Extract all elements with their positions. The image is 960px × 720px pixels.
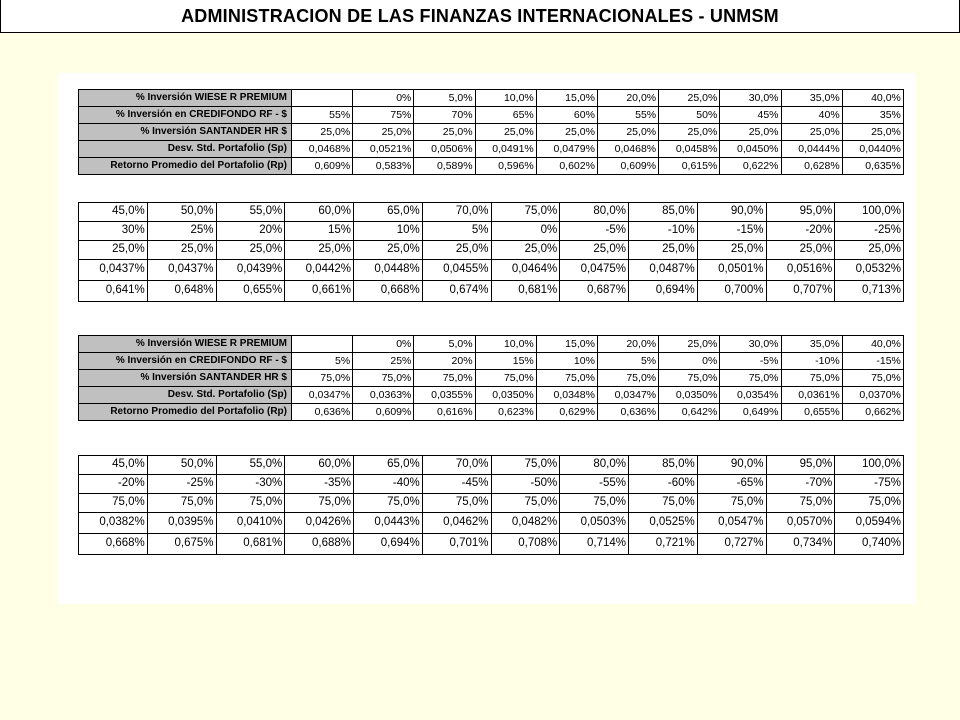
table-row xyxy=(79,222,904,241)
table-cell: 80,0% xyxy=(560,456,629,475)
table-cell: -5% xyxy=(720,353,781,370)
table-cell: 75,0% xyxy=(659,370,720,387)
table-cell: 25,0% xyxy=(597,124,658,141)
table-cell: 30,0% xyxy=(720,336,781,353)
row-label: % Inversión SANTANDER HR $ xyxy=(79,370,292,387)
table-cell: 75,0% xyxy=(292,370,353,387)
table-cell: 0,641% xyxy=(79,281,148,302)
table-cell: 0,596% xyxy=(475,158,536,175)
table-cell: 0,629% xyxy=(536,404,597,421)
row-label: Desv. Std. Portafolio (Sp) xyxy=(79,387,292,404)
table-cell: -30% xyxy=(216,475,285,494)
table-cell: 0,0468% xyxy=(292,141,353,158)
table-cell: 25,0% xyxy=(354,241,423,260)
table-cell: 0,0382% xyxy=(79,513,148,534)
table-cell: 0,0462% xyxy=(422,513,491,534)
table-cell: 0,0468% xyxy=(597,141,658,158)
table-row xyxy=(79,203,904,222)
table-cell: -10% xyxy=(629,222,698,241)
table-row xyxy=(79,107,904,124)
table-cell: 0,0350% xyxy=(659,387,720,404)
table-cell: -25% xyxy=(835,222,904,241)
table-cell: 10,0% xyxy=(475,336,536,353)
table-row xyxy=(79,456,904,475)
portfolio-table-1-continued xyxy=(78,202,904,302)
table-cell: 75,0% xyxy=(597,370,658,387)
table-cell: 40,0% xyxy=(842,90,903,107)
table-cell: 25,0% xyxy=(697,241,766,260)
table-cell: 25% xyxy=(353,353,414,370)
table-cell: 90,0% xyxy=(697,203,766,222)
table-cell xyxy=(292,90,353,107)
table-cell: 70,0% xyxy=(422,456,491,475)
table-cell: 0,0348% xyxy=(536,387,597,404)
table-cell: 0,0491% xyxy=(475,141,536,158)
table-cell: 20,0% xyxy=(597,336,658,353)
table-cell: 75,0% xyxy=(629,494,698,513)
table-row xyxy=(79,260,904,281)
portfolio-table-1 xyxy=(78,89,904,175)
table-cell: 75,0% xyxy=(414,370,475,387)
table-cell: 75,0% xyxy=(285,494,354,513)
table-cell: 0,674% xyxy=(422,281,491,302)
table-cell: 25,0% xyxy=(560,241,629,260)
table-cell: 0,734% xyxy=(766,534,835,555)
table-cell: 25,0% xyxy=(353,124,414,141)
table-cell: 0,589% xyxy=(414,158,475,175)
table-cell: -15% xyxy=(842,353,903,370)
table-cell: 25,0% xyxy=(629,241,698,260)
portfolio-table-2 xyxy=(78,335,904,421)
table-cell: 45% xyxy=(720,107,781,124)
table-cell: 55,0% xyxy=(216,456,285,475)
table-row xyxy=(79,158,904,175)
table-cell: 0,0506% xyxy=(414,141,475,158)
table-cell: 60% xyxy=(536,107,597,124)
table-cell: 0,0521% xyxy=(353,141,414,158)
table-cell: 0,694% xyxy=(354,534,423,555)
table-cell: 25,0% xyxy=(475,124,536,141)
table-cell: 0,661% xyxy=(285,281,354,302)
table-cell: 75,0% xyxy=(79,494,148,513)
table-cell: 0,668% xyxy=(79,534,148,555)
table-cell: -10% xyxy=(781,353,842,370)
table-cell: 75,0% xyxy=(216,494,285,513)
table-row xyxy=(79,241,904,260)
table-cell: 0,0350% xyxy=(475,387,536,404)
table-cell: 25,0% xyxy=(79,241,148,260)
table-cell: 0,0547% xyxy=(697,513,766,534)
portfolio-table-2-continued xyxy=(78,455,904,555)
table-cell: 0,0570% xyxy=(766,513,835,534)
table-cell: 0,0347% xyxy=(292,387,353,404)
table-cell: 0,0355% xyxy=(414,387,475,404)
table-cell: 25,0% xyxy=(781,124,842,141)
table-cell: 0,701% xyxy=(422,534,491,555)
table-row xyxy=(79,124,904,141)
table-cell: 0,0354% xyxy=(720,387,781,404)
table-cell: 0,740% xyxy=(835,534,904,555)
table-row xyxy=(79,404,904,421)
table-cell: 0,713% xyxy=(835,281,904,302)
table-cell: 75,0% xyxy=(697,494,766,513)
table-cell: -50% xyxy=(491,475,560,494)
table-cell: 100,0% xyxy=(835,456,904,475)
table-cell: 0,668% xyxy=(354,281,423,302)
table-cell: 5,0% xyxy=(414,90,475,107)
table-cell: 25,0% xyxy=(422,241,491,260)
table-cell: 0,0458% xyxy=(659,141,720,158)
table-cell: 75,0% xyxy=(422,494,491,513)
table-cell: 75,0% xyxy=(475,370,536,387)
table-cell: 0,0443% xyxy=(354,513,423,534)
table-cell: -55% xyxy=(560,475,629,494)
table-cell: 0,0516% xyxy=(766,260,835,281)
table-cell: 50% xyxy=(659,107,720,124)
row-label: % Inversión WIESE R PREMIUM xyxy=(79,336,292,353)
table-cell: 65,0% xyxy=(354,456,423,475)
table-cell: 35,0% xyxy=(781,90,842,107)
table-cell: 75,0% xyxy=(491,203,560,222)
table-cell: 0,0532% xyxy=(835,260,904,281)
row-label: Retorno Promedio del Portafolio (Rp) xyxy=(79,158,292,175)
table-cell: -75% xyxy=(835,475,904,494)
table-cell: 0,0395% xyxy=(147,513,216,534)
table-cell: 90,0% xyxy=(697,456,766,475)
table-cell: 75,0% xyxy=(835,494,904,513)
table-cell: 50,0% xyxy=(147,203,216,222)
table-cell: 0,687% xyxy=(560,281,629,302)
table-cell: 5,0% xyxy=(414,336,475,353)
table-cell: 0,655% xyxy=(216,281,285,302)
table-cell: 25% xyxy=(147,222,216,241)
table-cell: 0,0487% xyxy=(629,260,698,281)
table-cell: 0,609% xyxy=(292,158,353,175)
table-cell: 40,0% xyxy=(842,336,903,353)
table-cell: 35,0% xyxy=(781,336,842,353)
table-cell: 0,708% xyxy=(491,534,560,555)
table-cell: 65,0% xyxy=(354,203,423,222)
table-cell: 75,0% xyxy=(354,494,423,513)
table-cell: 15,0% xyxy=(536,90,597,107)
table-cell: 25,0% xyxy=(835,241,904,260)
table-cell: 45,0% xyxy=(79,456,148,475)
table-cell: 0,0450% xyxy=(720,141,781,158)
table-cell: 0,642% xyxy=(659,404,720,421)
table-row xyxy=(79,494,904,513)
table-cell: 25,0% xyxy=(659,90,720,107)
table-cell: 25,0% xyxy=(766,241,835,260)
table-cell: 0,0437% xyxy=(79,260,148,281)
table-cell: 25,0% xyxy=(536,124,597,141)
table-cell: -40% xyxy=(354,475,423,494)
table-cell: 0,622% xyxy=(720,158,781,175)
row-label: % Inversión SANTANDER HR $ xyxy=(79,124,292,141)
row-label: % Inversión en CREDIFONDO RF - $ xyxy=(79,107,292,124)
table-row xyxy=(79,281,904,302)
table-cell: 0,0347% xyxy=(597,387,658,404)
table-row xyxy=(79,353,904,370)
table-cell: 0,0482% xyxy=(491,513,560,534)
table-cell: 30% xyxy=(79,222,148,241)
table-cell: 0,616% xyxy=(414,404,475,421)
table-cell: 5% xyxy=(597,353,658,370)
table-cell: 0,635% xyxy=(842,158,903,175)
table-cell: 0% xyxy=(353,336,414,353)
table-cell: 0,0370% xyxy=(842,387,903,404)
table-cell: 0,609% xyxy=(353,404,414,421)
table-cell: 0,615% xyxy=(659,158,720,175)
table-cell: 0,609% xyxy=(597,158,658,175)
table-cell: 80,0% xyxy=(560,203,629,222)
table-cell: 85,0% xyxy=(629,203,698,222)
table-cell: 0,721% xyxy=(629,534,698,555)
table-cell: 0,649% xyxy=(720,404,781,421)
table-row xyxy=(79,534,904,555)
table-cell: 25,0% xyxy=(842,124,903,141)
table-cell: 100,0% xyxy=(835,203,904,222)
table-cell: 15% xyxy=(475,353,536,370)
table-cell: 0,662% xyxy=(842,404,903,421)
table-cell: 25,0% xyxy=(147,241,216,260)
table-cell: 0,648% xyxy=(147,281,216,302)
table-cell: 0,0503% xyxy=(560,513,629,534)
table-cell: 55,0% xyxy=(216,203,285,222)
table-row xyxy=(79,336,904,353)
table-cell: 0,0363% xyxy=(353,387,414,404)
table-row xyxy=(79,513,904,534)
table-cell: 60,0% xyxy=(285,456,354,475)
table-cell: 70% xyxy=(414,107,475,124)
table-cell: 0,694% xyxy=(629,281,698,302)
table-cell: 25,0% xyxy=(659,336,720,353)
table-cell: 70,0% xyxy=(422,203,491,222)
table-cell: 15,0% xyxy=(536,336,597,353)
table-cell: 10% xyxy=(354,222,423,241)
table-cell: 0,636% xyxy=(292,404,353,421)
table-cell: 75,0% xyxy=(353,370,414,387)
row-label: Desv. Std. Portafolio (Sp) xyxy=(79,141,292,158)
row-label: Retorno Promedio del Portafolio (Rp) xyxy=(79,404,292,421)
table-cell: 35% xyxy=(842,107,903,124)
table-cell: -20% xyxy=(766,222,835,241)
table-cell: 40% xyxy=(781,107,842,124)
table-cell: 0,0501% xyxy=(697,260,766,281)
table-cell: 5% xyxy=(292,353,353,370)
table-cell: 75,0% xyxy=(491,494,560,513)
table-cell: 75,0% xyxy=(766,494,835,513)
table-cell: 0,707% xyxy=(766,281,835,302)
table-cell: 0,0440% xyxy=(842,141,903,158)
table-cell: 0,675% xyxy=(147,534,216,555)
table-cell: 0,681% xyxy=(216,534,285,555)
table-row xyxy=(79,90,904,107)
table-cell: 0,623% xyxy=(475,404,536,421)
table-row xyxy=(79,475,904,494)
table-cell: 0,727% xyxy=(697,534,766,555)
table-cell: 60,0% xyxy=(285,203,354,222)
table-cell: 0,602% xyxy=(536,158,597,175)
table-cell: 0,0442% xyxy=(285,260,354,281)
table-cell: 95,0% xyxy=(766,456,835,475)
table-cell: 25,0% xyxy=(285,241,354,260)
table-cell: 50,0% xyxy=(147,456,216,475)
table-row xyxy=(79,370,904,387)
table-cell: -35% xyxy=(285,475,354,494)
table-cell: 0,0448% xyxy=(354,260,423,281)
table-cell: -5% xyxy=(560,222,629,241)
table-cell: 0% xyxy=(659,353,720,370)
table-cell: 0,0464% xyxy=(491,260,560,281)
table-cell: 75,0% xyxy=(491,456,560,475)
table-cell: -45% xyxy=(422,475,491,494)
table-cell: -20% xyxy=(79,475,148,494)
table-cell: -15% xyxy=(697,222,766,241)
row-label: % Inversión en CREDIFONDO RF - $ xyxy=(79,353,292,370)
table-cell: 25,0% xyxy=(659,124,720,141)
table-cell xyxy=(292,336,353,353)
table-cell: -65% xyxy=(697,475,766,494)
page-title: ADMINISTRACION DE LAS FINANZAS INTERNACIONALES - UNMSM xyxy=(181,5,779,26)
table-cell: 20,0% xyxy=(597,90,658,107)
table-cell: 85,0% xyxy=(629,456,698,475)
table-cell: 0,0455% xyxy=(422,260,491,281)
table-cell: 75% xyxy=(353,107,414,124)
table-cell: 10% xyxy=(536,353,597,370)
table-row xyxy=(79,387,904,404)
table-cell: -25% xyxy=(147,475,216,494)
table-cell: 30,0% xyxy=(720,90,781,107)
table-cell: 0,0361% xyxy=(781,387,842,404)
table-cell: 55% xyxy=(597,107,658,124)
table-cell: 0,700% xyxy=(697,281,766,302)
table-cell: 25,0% xyxy=(720,124,781,141)
table-cell: 0,681% xyxy=(491,281,560,302)
table-cell: 75,0% xyxy=(560,494,629,513)
table-cell: 20% xyxy=(414,353,475,370)
table-cell: 75,0% xyxy=(781,370,842,387)
table-cell: 25,0% xyxy=(216,241,285,260)
table-cell: 0,714% xyxy=(560,534,629,555)
table-cell: 0,688% xyxy=(285,534,354,555)
table-cell: 75,0% xyxy=(842,370,903,387)
table-cell: 25,0% xyxy=(491,241,560,260)
table-cell: 15% xyxy=(285,222,354,241)
table-cell: 65% xyxy=(475,107,536,124)
table-row xyxy=(79,141,904,158)
table-cell: 0,0525% xyxy=(629,513,698,534)
table-cell: 75,0% xyxy=(720,370,781,387)
table-cell: 0,0426% xyxy=(285,513,354,534)
table-cell: 0,0594% xyxy=(835,513,904,534)
table-cell: 0% xyxy=(353,90,414,107)
table-cell: 75,0% xyxy=(536,370,597,387)
table-cell: 0,0475% xyxy=(560,260,629,281)
table-cell: 0,0444% xyxy=(781,141,842,158)
table-cell: 25,0% xyxy=(292,124,353,141)
table-cell: 25,0% xyxy=(414,124,475,141)
table-cell: 55% xyxy=(292,107,353,124)
table-cell: 0,0410% xyxy=(216,513,285,534)
table-cell: -60% xyxy=(629,475,698,494)
table-cell: 0% xyxy=(491,222,560,241)
table-cell: 0,628% xyxy=(781,158,842,175)
table-cell: 10,0% xyxy=(475,90,536,107)
table-cell: 0,583% xyxy=(353,158,414,175)
table-cell: 20% xyxy=(216,222,285,241)
table-cell: 0,0479% xyxy=(536,141,597,158)
table-cell: 0,655% xyxy=(781,404,842,421)
table-cell: -70% xyxy=(766,475,835,494)
page-header xyxy=(0,0,960,33)
row-label: % Inversión WIESE R PREMIUM xyxy=(79,90,292,107)
spreadsheet-image xyxy=(58,73,916,604)
table-cell: 75,0% xyxy=(147,494,216,513)
table-cell: 95,0% xyxy=(766,203,835,222)
table-cell: 5% xyxy=(422,222,491,241)
table-cell: 45,0% xyxy=(79,203,148,222)
table-cell: 0,0439% xyxy=(216,260,285,281)
table-cell: 0,0437% xyxy=(147,260,216,281)
table-cell: 0,636% xyxy=(597,404,658,421)
